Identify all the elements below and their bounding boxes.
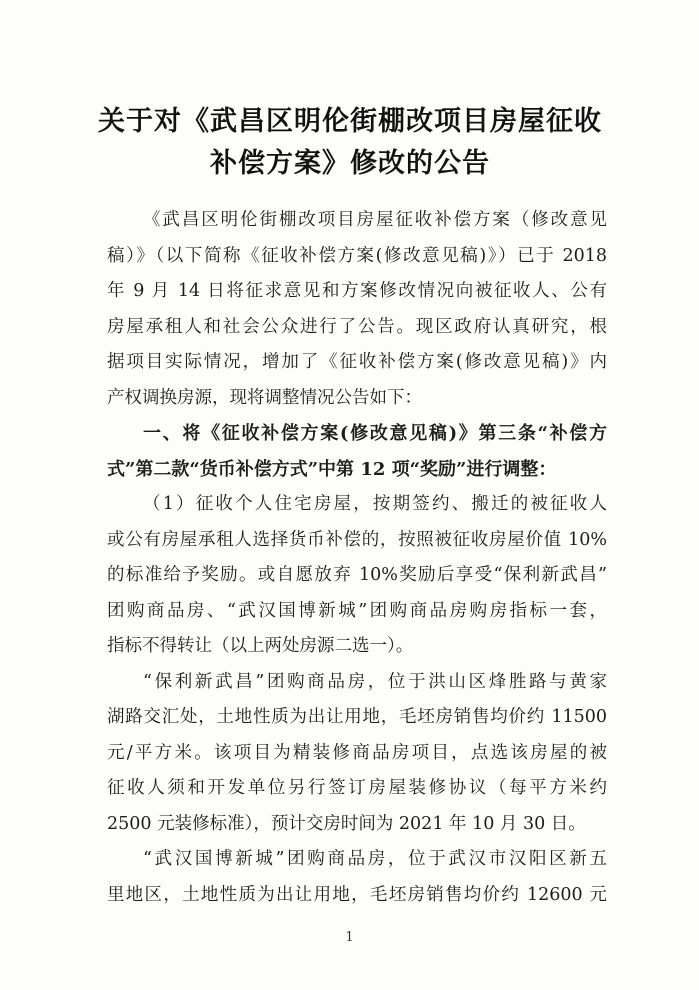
body-line: 房屋承租人和社会公众进行了公告。现区政府认真研究，根 (107, 316, 607, 337)
body-line: 据项目实际情况，增加了《征收补偿方案(修改意见稿)》内 (107, 352, 607, 372)
section-heading-line: 一、将《征收补偿方案(修改意见稿)》第三条“补偿方 (143, 423, 607, 444)
body-line: 稿）》（以下简称《征收补偿方案(修改意见稿)》）已于 2018 (107, 245, 607, 266)
body-line: 湖路交汇处，土地性质为出让用地，毛坯房销售均价约 11500 (107, 707, 607, 727)
body-line: “保利新武昌”团购商品房，位于洪山区烽胜路与黄家 (143, 671, 607, 692)
body-line: 里地区，土地性质为出让用地，毛坯房销售均价约 12600 元 (107, 884, 607, 905)
document-title-line-2: 补偿方案》修改的公告 (210, 148, 490, 179)
document-title-line-1: 关于对《武昌区明伦街棚改项目房屋征收 (98, 106, 602, 137)
body-line: 指标不得转让（以上两处房源二选一）。 (107, 636, 414, 656)
body-line: 2500 元装修标准），预计交房时间为 2021 年 10 月 30 日。 (107, 813, 586, 834)
body-line: 或公有房屋承租人选择货币补偿的，按照被征收房屋价值 10% (107, 529, 607, 550)
body-line: 征收人须和开发单位另行签订房屋装修协议（每平方米约 (107, 778, 607, 798)
body-line: 团购商品房、“武汉国博新城”团购商品房购房指标一套， (107, 600, 607, 621)
page-number: 1 (345, 930, 354, 945)
body-line: 产权调换房源，现将调整情况公告如下： (107, 387, 422, 408)
body-line: 元/平方米。该项目为精装修商品房项目，点选该房屋的被 (107, 742, 607, 763)
body-line: “武汉国博新城”团购商品房，位于武汉市汉阳区新五 (143, 849, 607, 869)
document-body (107, 203, 607, 913)
body-line: 年 9 月 14 日将征求意见和方案修改情况向被征收人、公有 (107, 281, 607, 301)
body-line: （1）征收个人住宅房屋，按期签约、搬迁的被征收人 (143, 494, 607, 514)
section-heading-line: 式”第二款“货币补偿方式”中第 12 项“奖励”进行调整： (107, 458, 557, 480)
body-line: 的标准给予奖励。或自愿放弃 10%奖励后享受“保利新武昌” (107, 565, 607, 585)
body-line: 《武昌区明伦街棚改项目房屋征收补偿方案（修改意见 (143, 210, 607, 230)
